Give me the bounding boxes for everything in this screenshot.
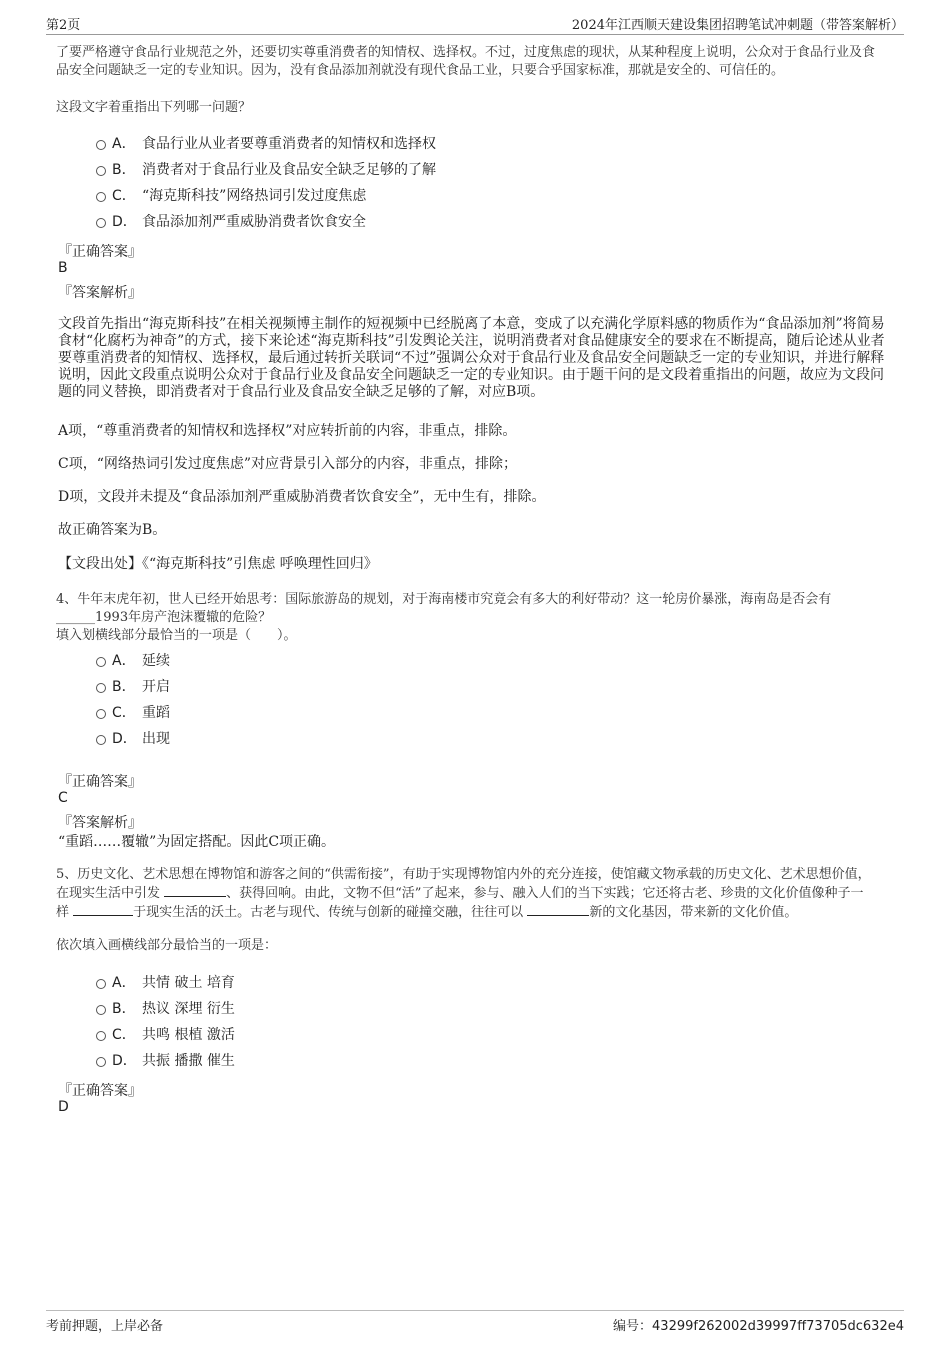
radio-button[interactable]: [96, 657, 106, 667]
q5-answer: D: [58, 1099, 69, 1115]
document-id: 编号：43299f262002d39997ff73705dc632e4: [613, 1319, 904, 1334]
q4-answer-heading: 『正确答案』: [58, 774, 142, 790]
radio-button[interactable]: [96, 735, 106, 745]
document-title: 2024年江西顺天建设集团招聘笔试冲刺题（带答案解析）: [571, 18, 904, 33]
q4-option-d[interactable]: D． 出现: [96, 729, 170, 749]
q5-question: 5、历史文化、艺术思想在博物馆和游客之间的“供需衔接”，有助于实现博物馆内外的充分连接，使馆藏文物承载的历史文化、艺术思想价值， 在现实生活中引发 、获得回响。由此，文物不但“活”了起来，参与、融入人们的当下实践；它还将古老、珍贵的文化价值像种子一 样 于现实生活的沃土。古老与现代、传统与创新的碰撞交融，往往可以 新的文化基因，带来新的文化价值。: [56, 867, 871, 920]
radio-button[interactable]: [96, 979, 106, 989]
fill-blank: [73, 903, 133, 916]
q3-conclusion: 故正确答案为B。: [58, 522, 167, 538]
fill-blank: [527, 903, 589, 916]
radio-button[interactable]: [96, 683, 106, 693]
q5-option-d[interactable]: D． 共振 播撒 催生: [96, 1051, 235, 1071]
q4-option-b[interactable]: B． 开启: [96, 677, 170, 697]
q5-answer-heading: 『正确答案』: [58, 1083, 142, 1099]
q3-option-b[interactable]: B． 消费者对于食品行业及食品安全缺乏足够的了解: [96, 160, 436, 180]
q3-analysis-a: A项，“尊重消费者的知情权和选择权”对应转折前的内容，非重点，排除。: [58, 423, 517, 439]
radio-button[interactable]: [96, 1005, 106, 1015]
page-footer: [46, 1310, 904, 1335]
radio-button[interactable]: [96, 140, 106, 150]
q3-option-c[interactable]: C． “海克斯科技”网络热词引发过度焦虑: [96, 186, 366, 206]
q5-option-c[interactable]: C． 共鸣 根植 激活: [96, 1025, 235, 1045]
q4-analysis-heading: 『答案解析』: [58, 815, 142, 831]
q3-analysis-d: D项，文段并未提及“食品添加剂严重威胁消费者饮食安全”，无中生有，排除。: [58, 489, 546, 505]
radio-button[interactable]: [96, 166, 106, 176]
radio-button[interactable]: [96, 218, 106, 228]
q4-option-a[interactable]: A． 延续: [96, 651, 170, 671]
radio-button[interactable]: [96, 1057, 106, 1067]
q3-analysis-heading: 『答案解析』: [58, 285, 142, 301]
q4-analysis: “重蹈……覆辙”为固定搭配。因此C项正确。: [58, 834, 336, 850]
q3-analysis: 文段首先指出“海克斯科技”在相关视频博主制作的短视频中已经脱离了本意，变成了以充满化学原料感的物质作为“食品添加剂”将简易食材“化腐朽为神奇”的方式，接下来论述“海克斯科技”引发舆论关注，说明消费者对食品健康安全的要求在不断提高，随后论述从业者要尊重消费者的知情权、选择权，最后通过转折关联词“不过”强调公众对于食品行业及食品安全问题缺乏一定的专业知识，并进行解释说明，因此文段重点说明公众对于食品行业及食品安全问题缺乏一定的专业知识。由于题干问的是文段着重指出的问题，故应为文段问题的同义替换，即消费者对于食品行业及食品安全缺乏足够的了解，对应B项。: [58, 316, 885, 400]
q4-answer: C: [58, 790, 68, 806]
q3-option-d[interactable]: D． 食品添加剂严重威胁消费者饮食安全: [96, 212, 366, 232]
q5-option-a[interactable]: A． 共情 破土 培育: [96, 973, 235, 993]
page-header: [46, 14, 904, 35]
fill-blank: [164, 884, 226, 897]
q3-option-a[interactable]: A． 食品行业从业者要尊重消费者的知情权和选择权: [96, 134, 436, 154]
footer-slogan: 考前押题，上岸必备: [46, 1319, 164, 1334]
q3-analysis-c: C项，“网络热词引发过度焦虑”对应背景引入部分的内容，非重点，排除；: [58, 456, 518, 472]
q3-answer-heading: 『正确答案』: [58, 244, 142, 260]
q5-prompt: 依次填入画横线部分最恰当的一项是：: [56, 938, 278, 953]
q5-option-b[interactable]: B． 热议 深埋 衍生: [96, 999, 235, 1019]
q4-question: 4、牛年末虎年初，世人已经开始思考：国际旅游岛的规划，对于海南楼市究竟会有多大的利好带动？这一轮房价暴涨，海南岛是否会有 ______1993年房产泡沫覆辙的危险？ 填入划横线部分最恰当的一项是（ ）。: [56, 592, 832, 643]
radio-button[interactable]: [96, 709, 106, 719]
radio-button[interactable]: [96, 1031, 106, 1041]
q4-option-c[interactable]: C． 重蹈: [96, 703, 170, 723]
q3-source: 【文段出处】《“海克斯科技”引焦虑 呼唤理性回归》: [58, 556, 378, 572]
page-number: 第2页: [46, 18, 81, 33]
q3-passage-end: 了要严格遵守食品行业规范之外，还要切实尊重消费者的知情权、选择权。不过，过度焦虑的现状，从某种程度上说明，公众对于食品行业及食品安全问题缺乏一定的专业知识。因为，没有食品添加剂就没有现代食品工业，只要合乎国家标准，那就是安全的、可信任的。: [56, 45, 876, 78]
radio-button[interactable]: [96, 192, 106, 202]
q3-answer: B: [58, 260, 68, 276]
q3-question: 这段文字着重指出下列哪一问题？: [56, 100, 252, 115]
